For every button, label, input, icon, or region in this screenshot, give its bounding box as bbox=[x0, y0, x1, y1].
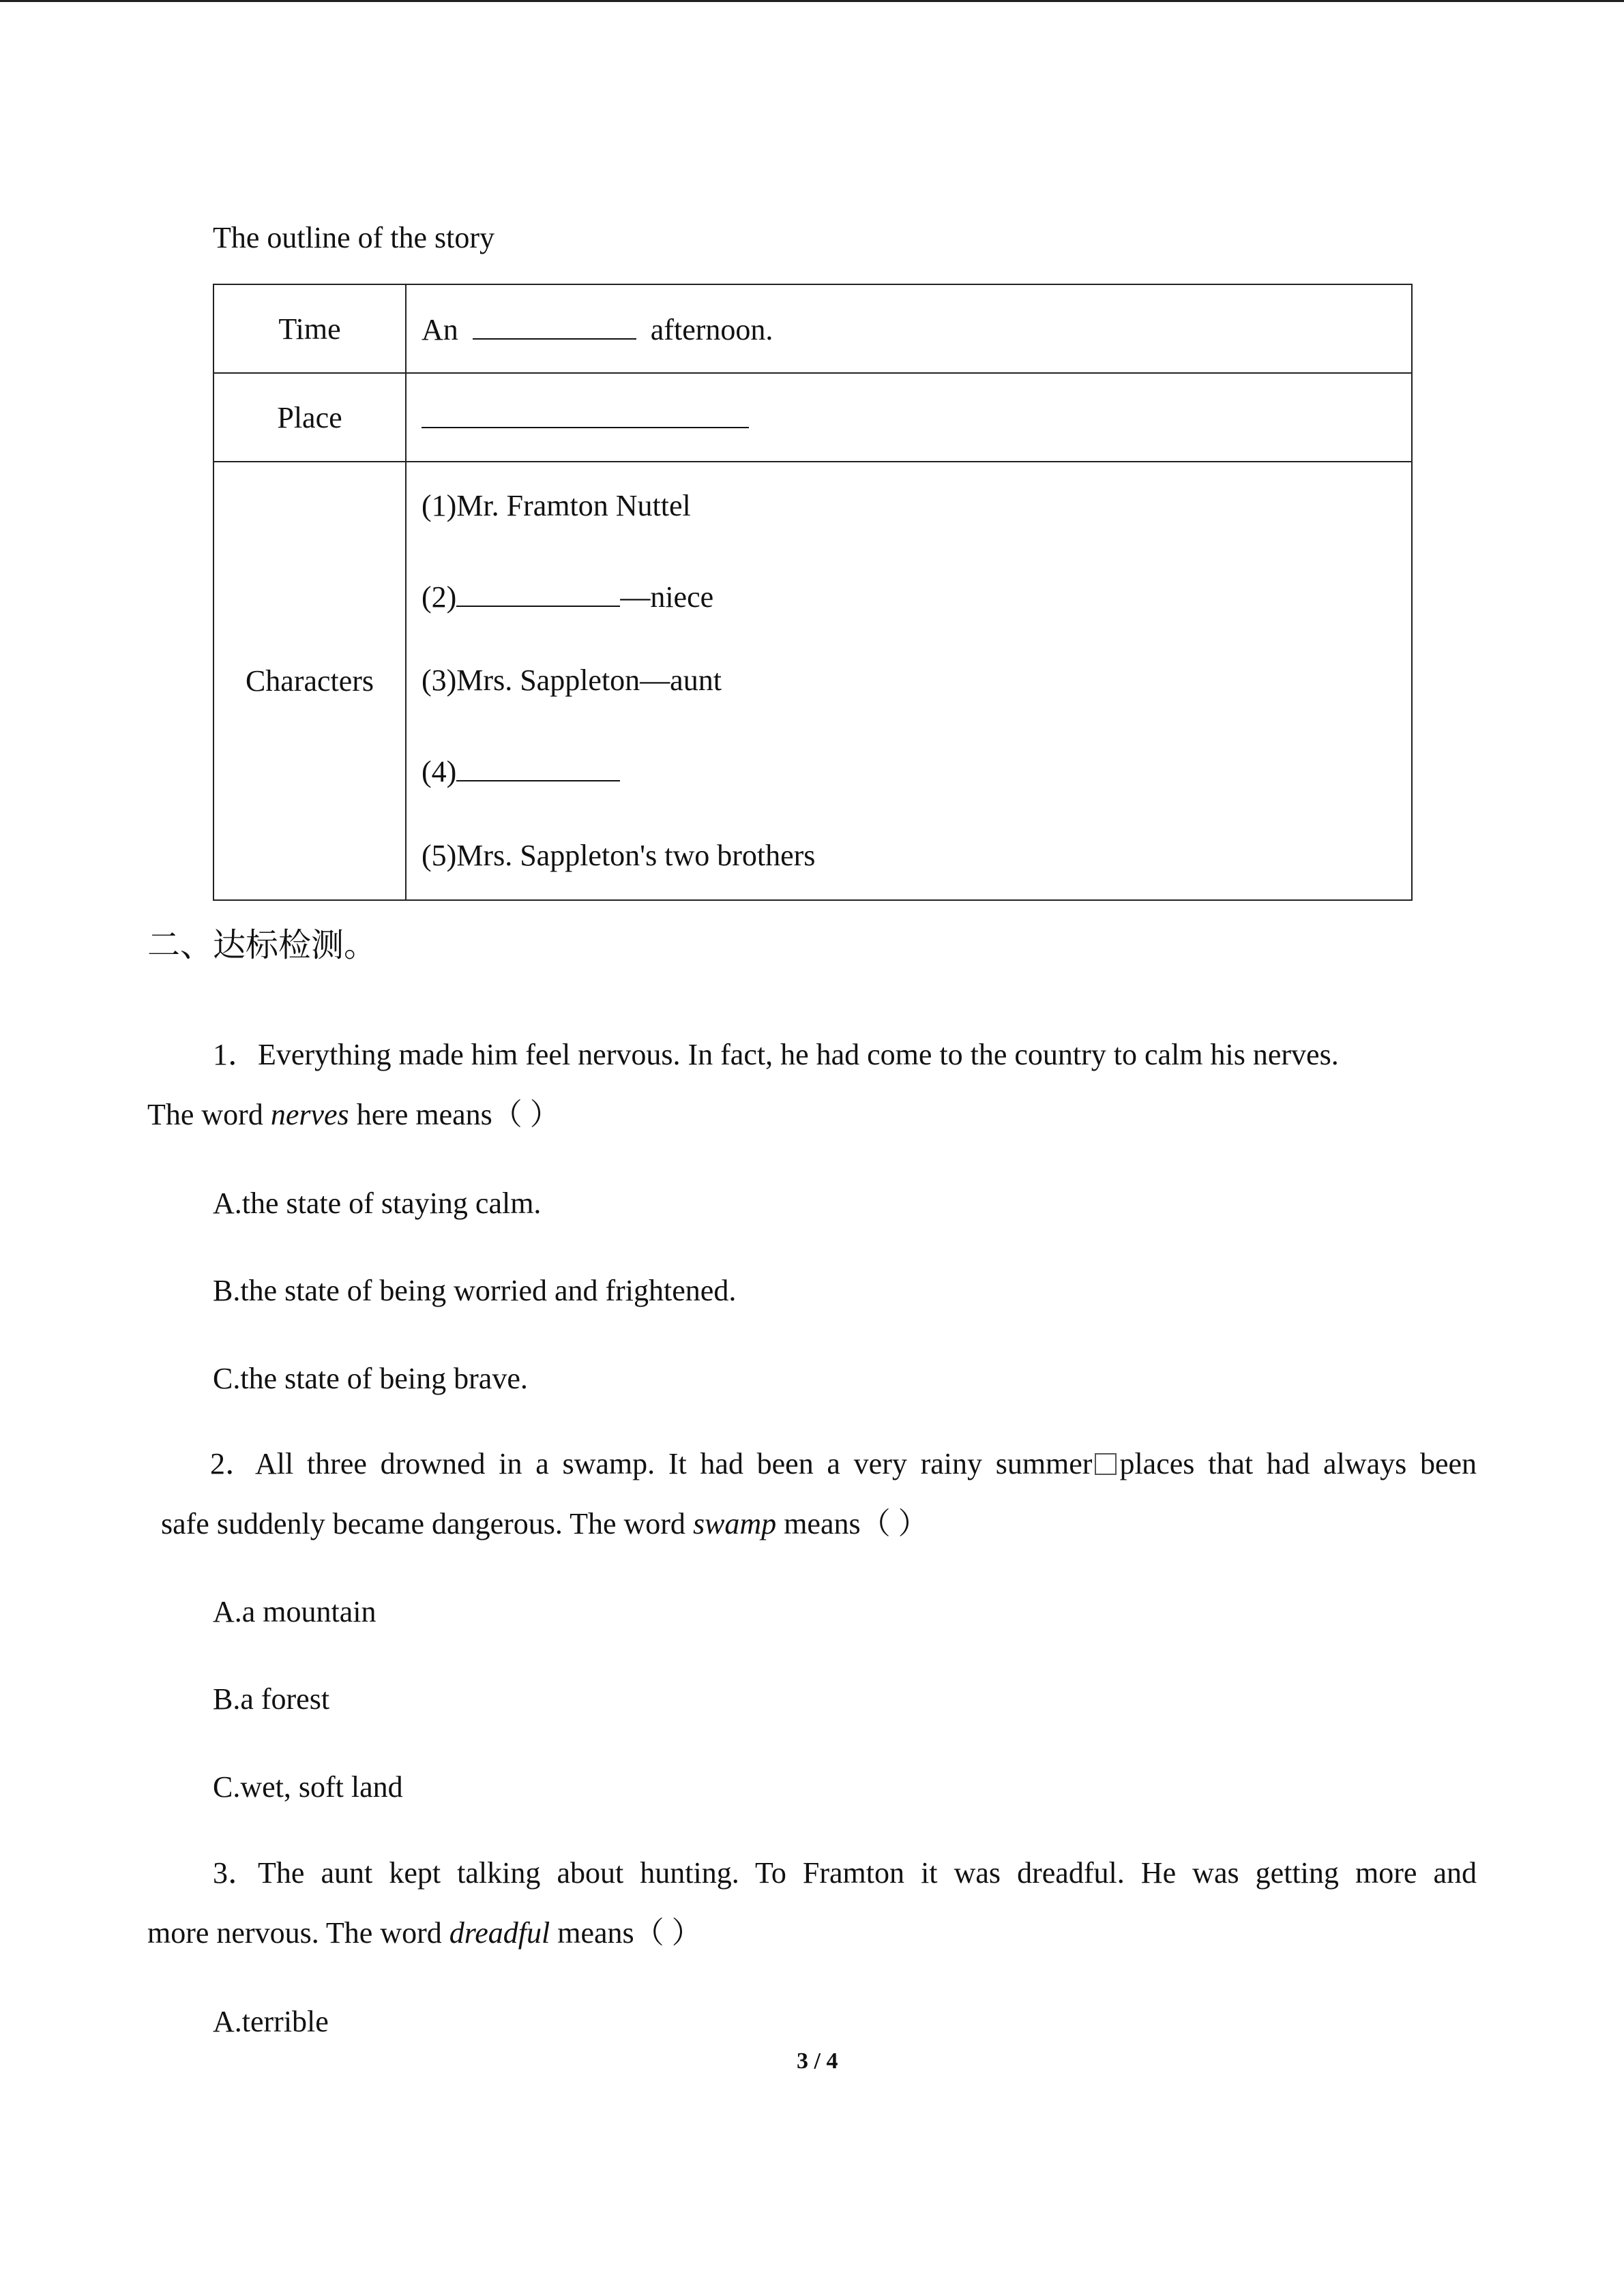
option-c[interactable]: C.the state of being brave. bbox=[213, 1362, 528, 1395]
missing-glyph-box bbox=[1095, 1453, 1117, 1475]
answer-blank[interactable] bbox=[422, 400, 749, 428]
option-b[interactable]: B.the state of being worried and frightened. bbox=[213, 1274, 737, 1307]
characters-label: Characters bbox=[213, 462, 406, 900]
outline-title: The outline of the story bbox=[213, 221, 495, 254]
character-1: (1)Mr. Framton Nuttel bbox=[422, 489, 691, 522]
characters-list bbox=[406, 462, 1412, 900]
question-3-line1: 3．The aunt kept talking about hunting. To Framton it was dreadful. He was getting more and bbox=[213, 1856, 1477, 1890]
option-a[interactable]: A.the state of staying calm. bbox=[213, 1187, 542, 1220]
option-b[interactable]: B.a forest bbox=[213, 1682, 330, 1716]
place-label: Place bbox=[213, 373, 406, 462]
character-5: (5)Mrs. Sappleton's two brothers bbox=[422, 839, 816, 872]
question-2-line2: safe suddenly became dangerous. The word swamp means（ ） bbox=[161, 1507, 928, 1540]
outline-table bbox=[213, 284, 1413, 901]
question-2-line1: 2．All three drowned in a swamp. It had been a very rainy summer places that had always been bbox=[210, 1447, 1477, 1480]
time-label: Time bbox=[213, 284, 406, 373]
answer-blank[interactable] bbox=[456, 753, 620, 781]
top-border bbox=[0, 0, 1624, 2]
question-3-line2: more nervous. The word dreadful means（ ） bbox=[147, 1916, 702, 1950]
option-c[interactable]: C.wet, soft land bbox=[213, 1770, 403, 1804]
question-1-line1: 1．Everything made him feel nervous. In fact, he had come to the country to calm his nerves. bbox=[213, 1038, 1339, 1071]
place-value bbox=[406, 373, 1412, 462]
answer-blank[interactable] bbox=[456, 578, 620, 607]
answer-blank[interactable] bbox=[473, 311, 636, 340]
option-a[interactable]: A.a mountain bbox=[213, 1595, 377, 1628]
time-value: An afternoon. bbox=[406, 284, 1412, 373]
question-1-line2: The word nerves here means（ ） bbox=[147, 1098, 560, 1131]
character-3: (3)Mrs. Sappleton—aunt bbox=[422, 664, 722, 697]
option-a[interactable]: A.terrible bbox=[213, 2005, 329, 2038]
character-2: (2) —niece bbox=[422, 578, 713, 612]
page-number: 3 / 4 bbox=[797, 2048, 838, 2074]
character-4: (4) bbox=[422, 753, 620, 787]
section-heading: 二、达标检测。 bbox=[147, 926, 377, 964]
